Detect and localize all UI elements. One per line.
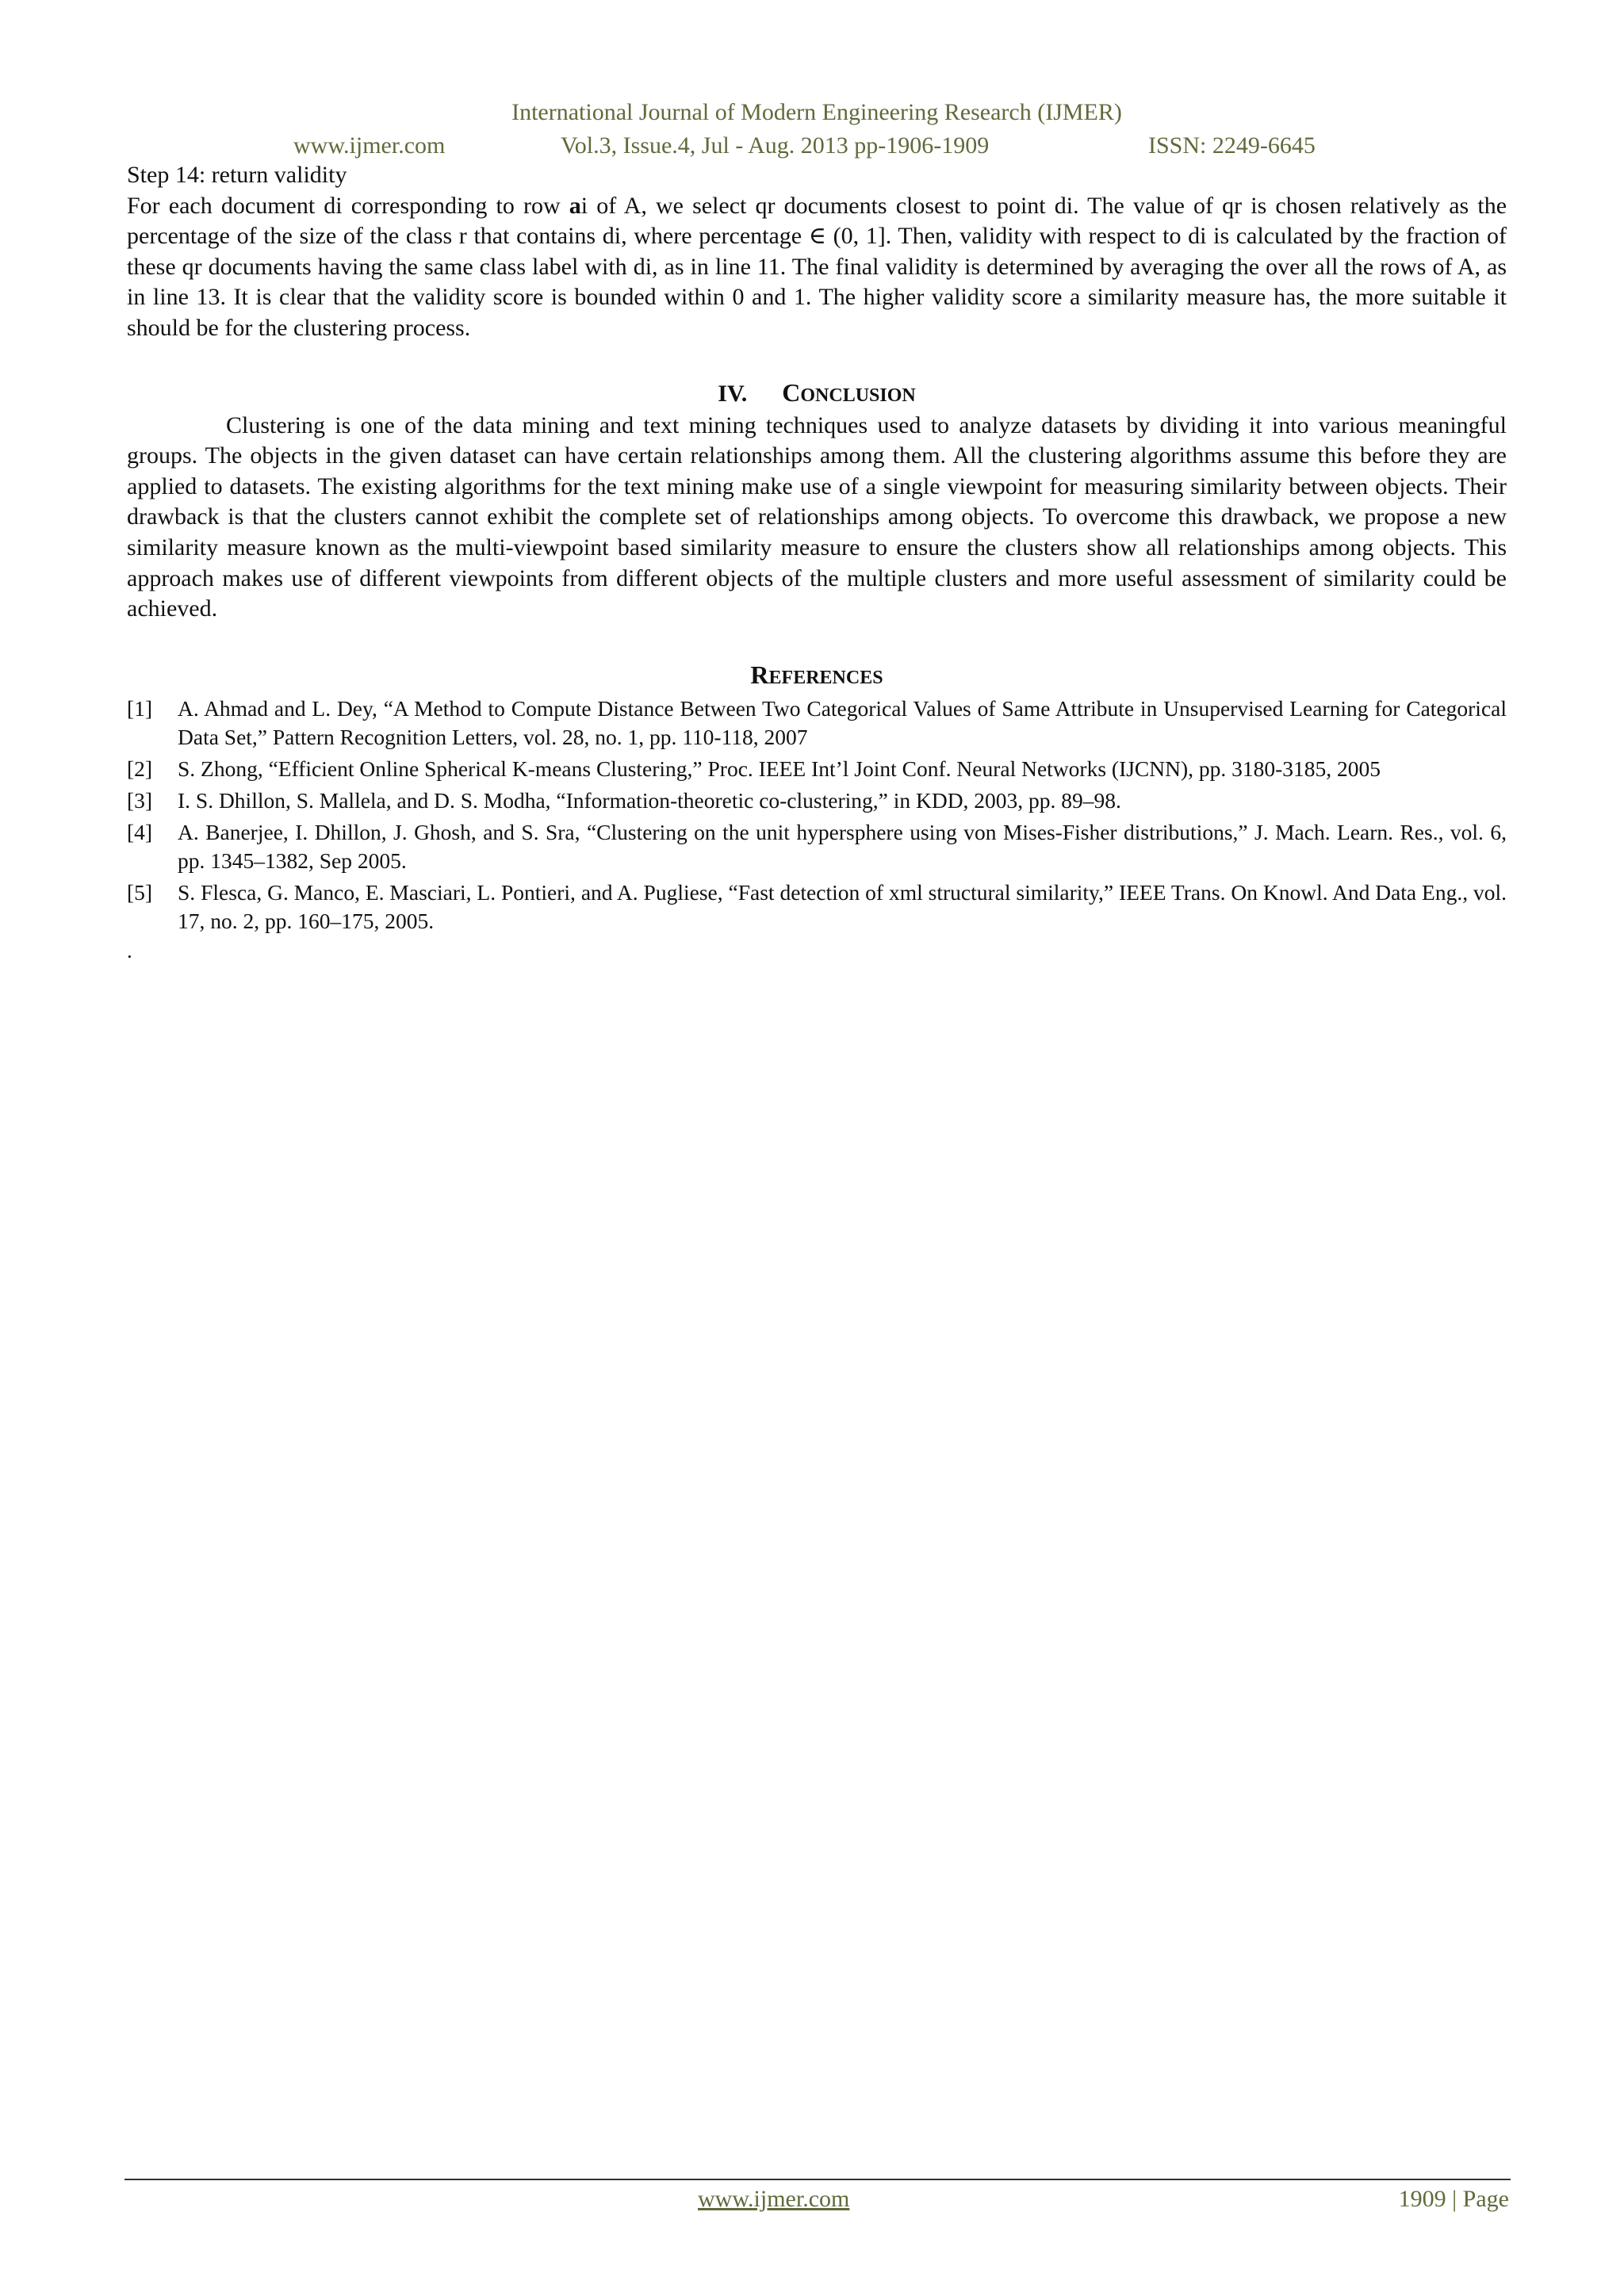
- conclusion-title-first: C: [782, 377, 801, 407]
- validity-paragraph: [127, 191, 1507, 344]
- reference-number: [3]: [127, 787, 153, 813]
- reference-item: [127, 818, 1507, 875]
- body-content: [127, 160, 1507, 962]
- reference-item: [127, 695, 1507, 752]
- reference-item: [127, 755, 1507, 783]
- footer-divider: [124, 2179, 1511, 2180]
- reference-item: [127, 786, 1507, 815]
- conclusion-title-rest: ONCLUSION: [800, 385, 916, 406]
- reference-item: [127, 878, 1507, 936]
- header-issn: ISSN: 2249-6645: [1148, 132, 1316, 159]
- header-volume: Vol.3, Issue.4, Jul - Aug. 2013 pp-1906-1909: [561, 132, 990, 159]
- reference-number: [1]: [127, 695, 153, 721]
- conclusion-heading: [127, 377, 1507, 411]
- algorithm-step-14: Step 14: return validity: [127, 162, 347, 188]
- references-title-rest: EFERENCES: [768, 667, 883, 688]
- conclusion-number: IV.: [718, 380, 748, 407]
- reference-text: A. Ahmad and L. Dey, “A Method to Compute Distance Between Two Categorical Values of Same Attribute in Unsupervised Learning for Categorical Data Set,” Pattern Recognition Letters, vol. 28, no. 1, pp. 110-118, 2007: [178, 695, 1507, 749]
- journal-meta: [127, 132, 1507, 160]
- reference-number: [5]: [127, 879, 153, 905]
- reference-text: A. Banerjee, I. Dhillon, J. Ghosh, and S. Sra, “Clustering on the unit hypersphere using von Mises-Fisher distributions,” J. Mach. Learn. Res., vol. 6, pp. 1345–1382, Sep 2005.: [178, 819, 1507, 873]
- references-list: [127, 695, 1507, 936]
- header-website: www.ijmer.com: [293, 132, 446, 159]
- reference-number: [2]: [127, 756, 153, 781]
- validity-bold-a: a: [569, 192, 581, 219]
- validity-text-part1: For each document di corresponding to row: [127, 192, 569, 219]
- reference-text: S. Zhong, “Efficient Online Spherical K-means Clustering,” Proc. IEEE Int’l Joint Conf. Neural Networks (IJCNN), pp. 3180-3185, 2005: [178, 756, 1381, 781]
- references-heading: [127, 660, 1507, 693]
- references-title-first: R: [750, 660, 769, 689]
- reference-text: I. S. Dhillon, S. Mallela, and D. S. Modha, “Information-theoretic co-clustering,” in KDD, 2003, pp. 89–98.: [178, 787, 1121, 813]
- validity-text-part2: i of A, we select qr documents closest to point di. The value of qr is chosen relatively as the percentage of the size of the class r that contains di, where percentage ∈ (0, 1]. Then, validity with respect to di is calculated by the fraction of these qr documents having the same class label with di, as in line 11. The final validity is determined by averaging the over all the rows of A, as in line 13. It is clear that the validity score is bounded within 0 and 1. The higher validity score a similarity measure has, the more suitable it should be for the clustering process.: [127, 192, 1507, 341]
- journal-title: International Journal of Modern Engineering Research (IJMER): [511, 99, 1122, 125]
- conclusion-paragraph: Clustering is one of the data mining and text mining techniques used to analyze datasets by dividing it into various meaningful groups. The objects in the given dataset can have certain relationships among them. All the clustering algorithms assume this before they are applied to datasets. The existing algorithms for the text mining make use of a single viewpoint for measuring similarity between objects. Their drawback is that the clusters cannot exhibit the complete set of relationships among objects. To overcome this drawback, we propose a new similarity measure known as the multi-viewpoint based similarity measure to ensure the clusters show all relationships among objects. This approach makes use of different viewpoints from different objects of the multiple clusters and more useful assessment of similarity could be achieved.: [127, 411, 1507, 622]
- footer-website-link[interactable]: www.ijmer.com: [698, 2186, 850, 2212]
- reference-text: S. Flesca, G. Manco, E. Masciari, L. Pontieri, and A. Pugliese, “Fast detection of xml structural similarity,” IEEE Trans. On Knowl. And Data Eng., vol. 17, no. 2, pp. 160–175, 2005.: [178, 879, 1507, 933]
- trailing-dot: .: [127, 938, 132, 962]
- reference-number: [4]: [127, 819, 153, 844]
- page-number: 1909 | Page: [1398, 2186, 1509, 2212]
